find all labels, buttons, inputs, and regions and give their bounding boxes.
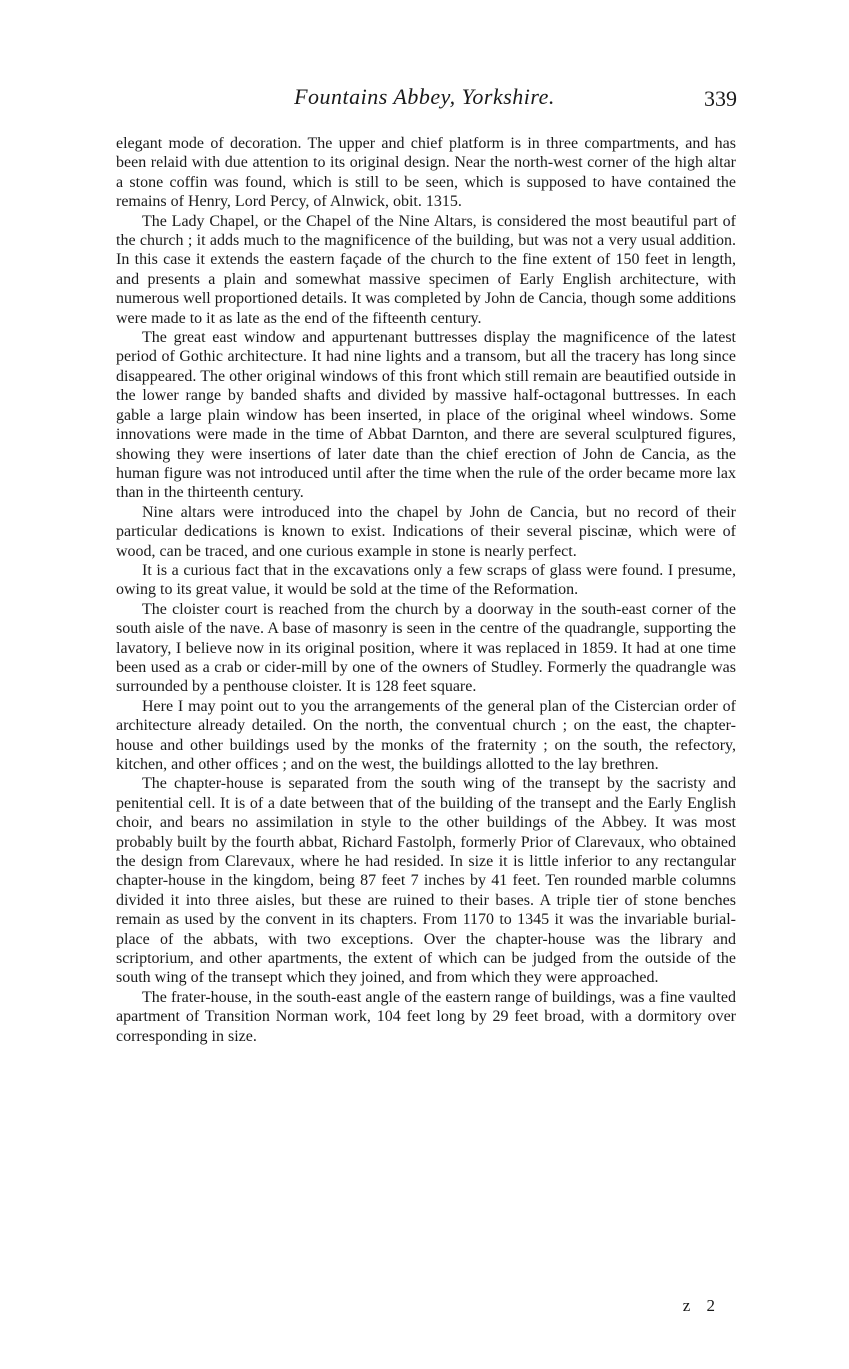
paragraph: Here I may point out to you the arrangements of the general plan of the Cistercian order of architecture already detailed. On the north, the conventual church ; on the east, the chapter-house and other buildings used by the monks of the fraternity ; on the south, the refectory, kitchen, and other offices ; and on the west, the buildings allotted to the lay brethren. — [116, 697, 736, 773]
running-header-title: Fountains Abbey, Yorkshire. — [294, 84, 555, 109]
signature-mark: z 2 — [682, 1296, 721, 1315]
paragraph: The Lady Chapel, or the Chapel of the Nine Altars, is considered the most beautiful part of the church ; it adds much to the magnificence of the building, but was not a very usual addition. In this case it extends the eastern façade of the church to the fine extent of 150 feet in length, and presents a plain and somewhat massive specimen of Early English architecture, with numerous well proportioned details. It was completed by John de Cancia, though some additions were made to it as late as the end of the fifteenth century. — [116, 212, 736, 327]
paragraph: Nine altars were introduced into the chapel by John de Cancia, but no record of their particular dedications is known to exist. Indications of their several piscinæ, which were of wood, can be traced, and one curious example in stone is nearly perfect. — [116, 503, 736, 560]
paragraph: The frater-house, in the south-east angle of the eastern range of buildings, was a fine vaulted apartment of Transition Norman work, 104 feet long by 29 feet broad, with a dormitory over corresponding in size. — [116, 988, 736, 1045]
paragraph: It is a curious fact that in the excavations only a few scraps of glass were found. I presume, owing to its great value, it would be sold at the time of the Reformation. — [116, 561, 736, 599]
paragraph: elegant mode of decoration. The upper and chief platform is in three compartments, and has been relaid with due attention to its original design. Near the north-west corner of the high altar a stone coffin was found, which is still to be seen, which is supposed to have contained the remains of Henry, Lord Percy, of Alnwick, obit. 1315. — [116, 135, 736, 211]
paragraph: The great east window and appurtenant buttresses display the magnificence of the latest period of Gothic architecture. It had nine lights and a transom, but all the tracery has long since disappeared. The other original windows of this front which still remain are beautified outside in the lower range by banded shafts and divided by massive half-octagonal buttresses. In each gable a large plain window has been inserted, in place of the original wheel windows. Some innovations were made in the time of Abbat Darnton, and there are several sculptured figures, showing they were insertions of later date than the chief erection of John de Cancia, as the human figure was not introduced until after the time when the rule of the order became more lax than in the thirteenth century. — [116, 329, 736, 502]
body-text — [116, 134, 736, 1046]
page-number: 339 — [704, 86, 737, 111]
paragraph: The cloister court is reached from the church by a doorway in the south-east corner of the south aisle of the nave. A base of masonry is seen in the centre of the quadrangle, supporting the lavatory, I believe now in its original position, where it was replaced in 1859. It had at one time been used as a crab or cider-mill by one of the owners of Studley. Formerly the quadrangle was surrounded by a penthouse cloister. It is 128 feet square. — [116, 600, 736, 696]
paragraph: The chapter-house is separated from the south wing of the transept by the sacristy and penitential cell. It is of a date between that of the building of the transept and the Early English choir, and bears no assimilation in style to the other buildings of the Abbey. It was most probably built by the fourth abbat, Richard Fastolph, formerly Prior of Clarevaux, who obtained the design from Clarevaux, where he had resided. In size it is little inferior to any rectangular chapter-house in the kingdom, being 87 feet 7 inches by 41 feet. Ten rounded marble columns divided it into three aisles, but these are ruined to their bases. A triple tier of stone benches remain as used by the convent in its chapters. From 1170 to 1345 it was the invariable burial-place of the abbats, with two exceptions. Over the chapter-house was the library and scriptorium, and other apartments, the extent of which can be judged from the outside of the south wing of the transept which they joined, and from which they were approached. — [116, 775, 736, 987]
